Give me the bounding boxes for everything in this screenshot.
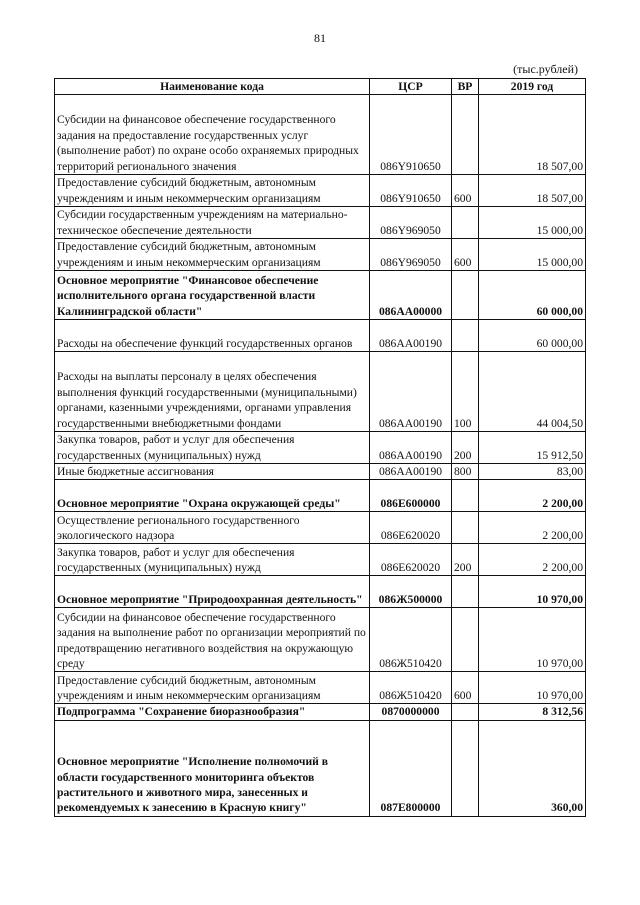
row-name: Субсидии на финансовое обеспечение государственного задания на выполнение работ по организации мероприятий по предотвращению негативного воздействия на окружающую среду [55, 608, 370, 672]
table-row [55, 207, 586, 239]
header-csr: ЦСР [370, 79, 452, 95]
table-row [55, 271, 586, 320]
row-csr: 086Y910650 [370, 95, 452, 175]
row-vr [452, 512, 479, 544]
row-csr: 086АА00190 [370, 464, 452, 480]
row-vr [452, 320, 479, 352]
row-amount: 360,00 [479, 720, 586, 816]
row-name: Основное мероприятие "Исполнение полномочий в области государственного мониторинга объектов растительного и животного мира, занесенных и рекомендуемых к занесению в Красную книгу" [55, 720, 370, 816]
row-name: Иные бюджетные ассигнования [55, 464, 370, 480]
table-row [55, 576, 586, 608]
row-name: Основное мероприятие "Финансовое обеспечение исполнительного органа государственной власти Калининградской области" [55, 271, 370, 320]
row-amount: 15 000,00 [479, 239, 586, 271]
row-csr: 086Е620020 [370, 512, 452, 544]
row-name: Закупка товаров, работ и услуг для обеспечения государственных (муниципальных) нужд [55, 432, 370, 464]
row-name: Предоставление субсидий бюджетным, автономным учреждениям и иным некоммерческим организациям [55, 175, 370, 207]
row-amount: 10 970,00 [479, 608, 586, 672]
budget-table [54, 78, 586, 817]
row-amount: 83,00 [479, 464, 586, 480]
row-csr: 0870000000 [370, 704, 452, 720]
row-name: Предоставление субсидий бюджетным, автономным учреждениям и иным некоммерческим организациям [55, 672, 370, 704]
row-csr: 086Ж510420 [370, 608, 452, 672]
table-row [55, 544, 586, 576]
table-row [55, 608, 586, 672]
row-csr: 086АА00190 [370, 320, 452, 352]
table-row [55, 512, 586, 544]
table-row [55, 432, 586, 464]
table-row [55, 175, 586, 207]
row-csr: 087Е800000 [370, 720, 452, 816]
table-row [55, 239, 586, 271]
row-vr: 600 [452, 239, 479, 271]
table-row [55, 480, 586, 512]
row-vr: 800 [452, 464, 479, 480]
row-name: Подпрограмма "Сохранение биоразнообразия" [55, 704, 370, 720]
row-name: Закупка товаров, работ и услуг для обеспечения государственных (муниципальных) нужд [55, 544, 370, 576]
page-number: 81 [314, 31, 326, 45]
row-name: Расходы на выплаты персоналу в целях обеспечения выполнения функций государственными (муниципальными) органами, казенными учреждениями, органами управления государственными внебюджетными фондами [55, 352, 370, 432]
row-name: Осуществление регионального государственного экологического надзора [55, 512, 370, 544]
row-csr: 086Е600000 [370, 480, 452, 512]
row-csr: 086Y969050 [370, 239, 452, 271]
row-amount: 2 200,00 [479, 544, 586, 576]
row-vr [452, 576, 479, 608]
row-amount: 15 000,00 [479, 207, 586, 239]
row-vr: 600 [452, 175, 479, 207]
table-row [55, 95, 586, 175]
row-name: Расходы на обеспечение функций государственных органов [55, 320, 370, 352]
row-vr [452, 271, 479, 320]
row-vr [452, 95, 479, 175]
row-csr: 086Ж510420 [370, 672, 452, 704]
row-vr [452, 207, 479, 239]
row-csr: 086Е620020 [370, 544, 452, 576]
row-amount: 18 507,00 [479, 95, 586, 175]
row-vr: 100 [452, 352, 479, 432]
row-amount: 15 912,50 [479, 432, 586, 464]
row-amount: 10 970,00 [479, 576, 586, 608]
row-vr: 200 [452, 432, 479, 464]
table-row [55, 672, 586, 704]
row-amount: 10 970,00 [479, 672, 586, 704]
row-csr: 086Y910650 [370, 175, 452, 207]
row-csr: 086Ж500000 [370, 576, 452, 608]
table-row [55, 720, 586, 816]
row-vr [452, 704, 479, 720]
row-csr: 086АА00190 [370, 432, 452, 464]
row-vr [452, 480, 479, 512]
header-vr: ВР [452, 79, 479, 95]
row-csr: 086АА00000 [370, 271, 452, 320]
table-row [55, 704, 586, 720]
header-name: Наименование кода [55, 79, 370, 95]
row-amount: 60 000,00 [479, 320, 586, 352]
row-name: Субсидии на финансовое обеспечение государственного задания на предоставление государственных услуг (выполнение работ) по охране особо охраняемых природных территорий регионального значения [55, 95, 370, 175]
table-header-row [55, 79, 586, 95]
row-name: Предоставление субсидий бюджетным, автономным учреждениям и иным некоммерческим организациям [55, 239, 370, 271]
row-name: Основное мероприятие "Природоохранная деятельность" [55, 576, 370, 608]
table-row [55, 464, 586, 480]
row-amount: 18 507,00 [479, 175, 586, 207]
row-vr [452, 720, 479, 816]
row-vr [452, 608, 479, 672]
row-amount: 2 200,00 [479, 480, 586, 512]
row-name: Субсидии государственным учреждениям на материально-техническое обеспечение деятельности [55, 207, 370, 239]
table-row [55, 352, 586, 432]
row-csr: 086Y969050 [370, 207, 452, 239]
header-year: 2019 год [479, 79, 586, 95]
table-row [55, 320, 586, 352]
row-amount: 44 004,50 [479, 352, 586, 432]
row-vr: 600 [452, 672, 479, 704]
row-amount: 2 200,00 [479, 512, 586, 544]
row-csr: 086АА00190 [370, 352, 452, 432]
row-amount: 8 312,56 [479, 704, 586, 720]
row-name: Основное мероприятие "Охрана окружающей среды" [55, 480, 370, 512]
row-amount: 60 000,00 [479, 271, 586, 320]
row-vr: 200 [452, 544, 479, 576]
units-label: (тыс.рублей) [513, 62, 578, 76]
